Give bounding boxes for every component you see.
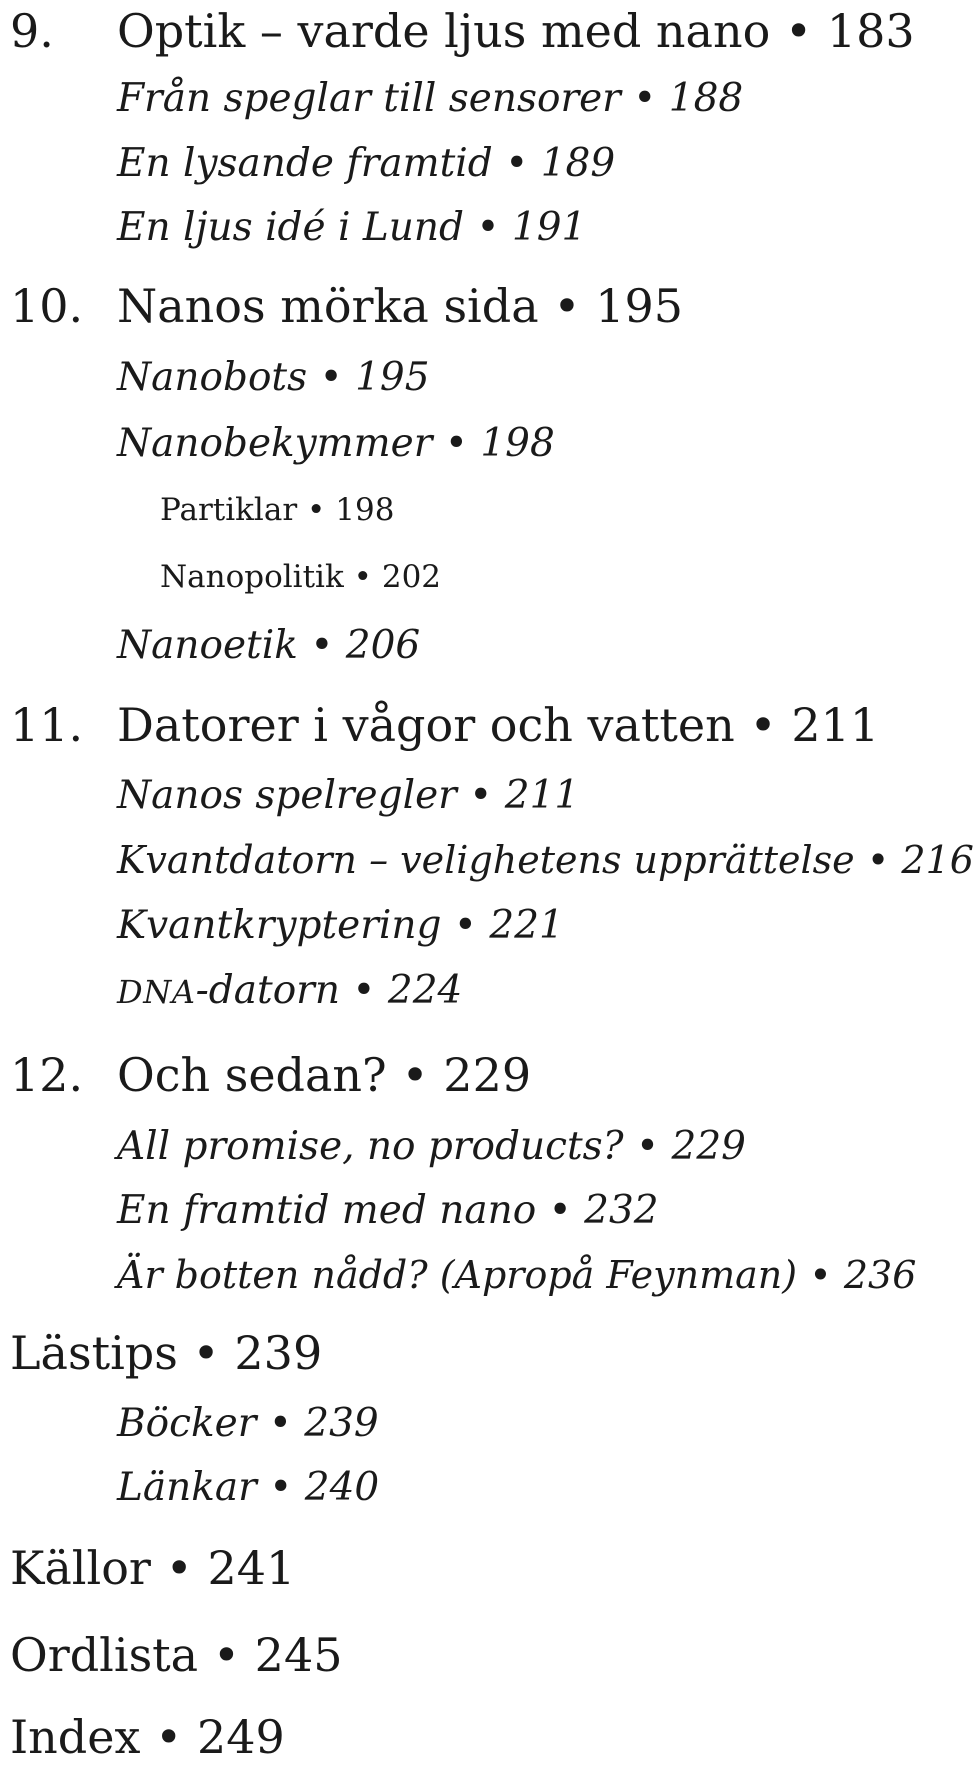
section-title: Nanobots [117, 355, 308, 400]
section-title: All promise, no products? [117, 1124, 624, 1169]
section-title: En lysande framtid [117, 141, 493, 186]
page-number: 206 [345, 623, 421, 668]
section-title: Kvantkryptering [117, 903, 442, 948]
bullet-separator: • [155, 1710, 183, 1764]
page-number: 198 [480, 421, 555, 466]
chapter-title: Och sedan? [117, 1048, 387, 1102]
back-matter-title: Ordlista [10, 1628, 199, 1682]
bullet-separator: • [352, 968, 376, 1013]
page-number: 189 [540, 141, 616, 186]
page-number: 239 [234, 1326, 323, 1380]
page-number: 211 [504, 773, 580, 818]
bullet-separator: • [548, 1188, 572, 1233]
page-number: 229 [671, 1124, 746, 1169]
back-matter-title: Lästips [10, 1326, 178, 1380]
bullet-separator: • [269, 1465, 293, 1510]
bullet-separator: • [165, 1541, 193, 1595]
section-title: -datorn [195, 968, 340, 1013]
subsection-title: Nanopolitik [160, 559, 344, 595]
section-title: Länkar [117, 1465, 257, 1510]
section-title: Från speglar till sensorer [117, 76, 621, 121]
page-number: 241 [207, 1541, 296, 1595]
back-matter-title: Källor [10, 1541, 151, 1595]
page-number: 232 [584, 1188, 659, 1233]
subsection-title: Partiklar [160, 492, 298, 528]
bullet-separator: • [444, 421, 468, 466]
section-title: Nanobekymmer [117, 421, 433, 466]
chapter-number: 10. [10, 279, 84, 333]
chapter-number: 9. [10, 4, 54, 58]
section-title: En ljus idé i Lund [117, 205, 464, 250]
bullet-separator: • [809, 1253, 832, 1297]
bullet-separator: • [866, 838, 890, 882]
bullet-separator: • [785, 4, 813, 58]
chapter-title: Optik – varde ljus med nano [117, 4, 771, 58]
page-number: 183 [826, 4, 915, 58]
bullet-separator: • [636, 1124, 660, 1169]
page-number: 188 [668, 76, 744, 121]
page-number: 211 [791, 698, 880, 752]
section-title: Nanoetik [117, 623, 298, 668]
bullet-separator: • [310, 623, 334, 668]
page-number: 245 [254, 1628, 343, 1682]
bullet-separator: • [212, 1628, 240, 1682]
page-number: 221 [489, 903, 564, 948]
section-title: Kvantdatorn – velighetens upprättelse [117, 838, 855, 882]
bullet-separator: • [553, 279, 581, 333]
page-number: 224 [387, 968, 463, 1013]
page-number: 249 [197, 1710, 285, 1764]
section-title: Är botten nådd? (Apropå Feynman) [117, 1253, 798, 1297]
bullet-separator: • [505, 141, 529, 186]
page-number: 191 [511, 205, 587, 250]
bullet-separator: • [268, 1401, 292, 1446]
bullet-separator: • [353, 559, 372, 595]
bullet-separator: • [192, 1326, 220, 1380]
page-number: 239 [304, 1401, 379, 1446]
bullet-separator: • [476, 205, 500, 250]
page-number: 229 [443, 1048, 532, 1102]
section-title: Böcker [117, 1401, 257, 1446]
page-number: 216 [901, 838, 974, 882]
section-title-prefix: DNA [117, 973, 196, 1011]
chapter-title: Nanos mörka sida [117, 279, 539, 333]
section-title: Nanos spelregler [117, 773, 457, 818]
page-number: 195 [355, 355, 430, 400]
bullet-separator: • [307, 492, 326, 528]
chapter-title: Datorer i vågor och vatten [117, 698, 735, 752]
bullet-separator: • [749, 698, 777, 752]
section-title: En framtid med nano [117, 1188, 537, 1233]
bullet-separator: • [633, 76, 657, 121]
bullet-separator: • [469, 773, 493, 818]
page-number: 195 [595, 279, 684, 333]
page-number: 202 [381, 559, 442, 595]
page-number: 198 [335, 492, 395, 528]
chapter-number: 12. [10, 1048, 84, 1102]
page-number: 236 [843, 1253, 917, 1297]
bullet-separator: • [319, 355, 343, 400]
page-number: 240 [304, 1465, 380, 1510]
back-matter-title: Index [10, 1710, 141, 1764]
chapter-number: 11. [10, 698, 84, 752]
bullet-separator: • [401, 1048, 429, 1102]
bullet-separator: • [453, 903, 477, 948]
